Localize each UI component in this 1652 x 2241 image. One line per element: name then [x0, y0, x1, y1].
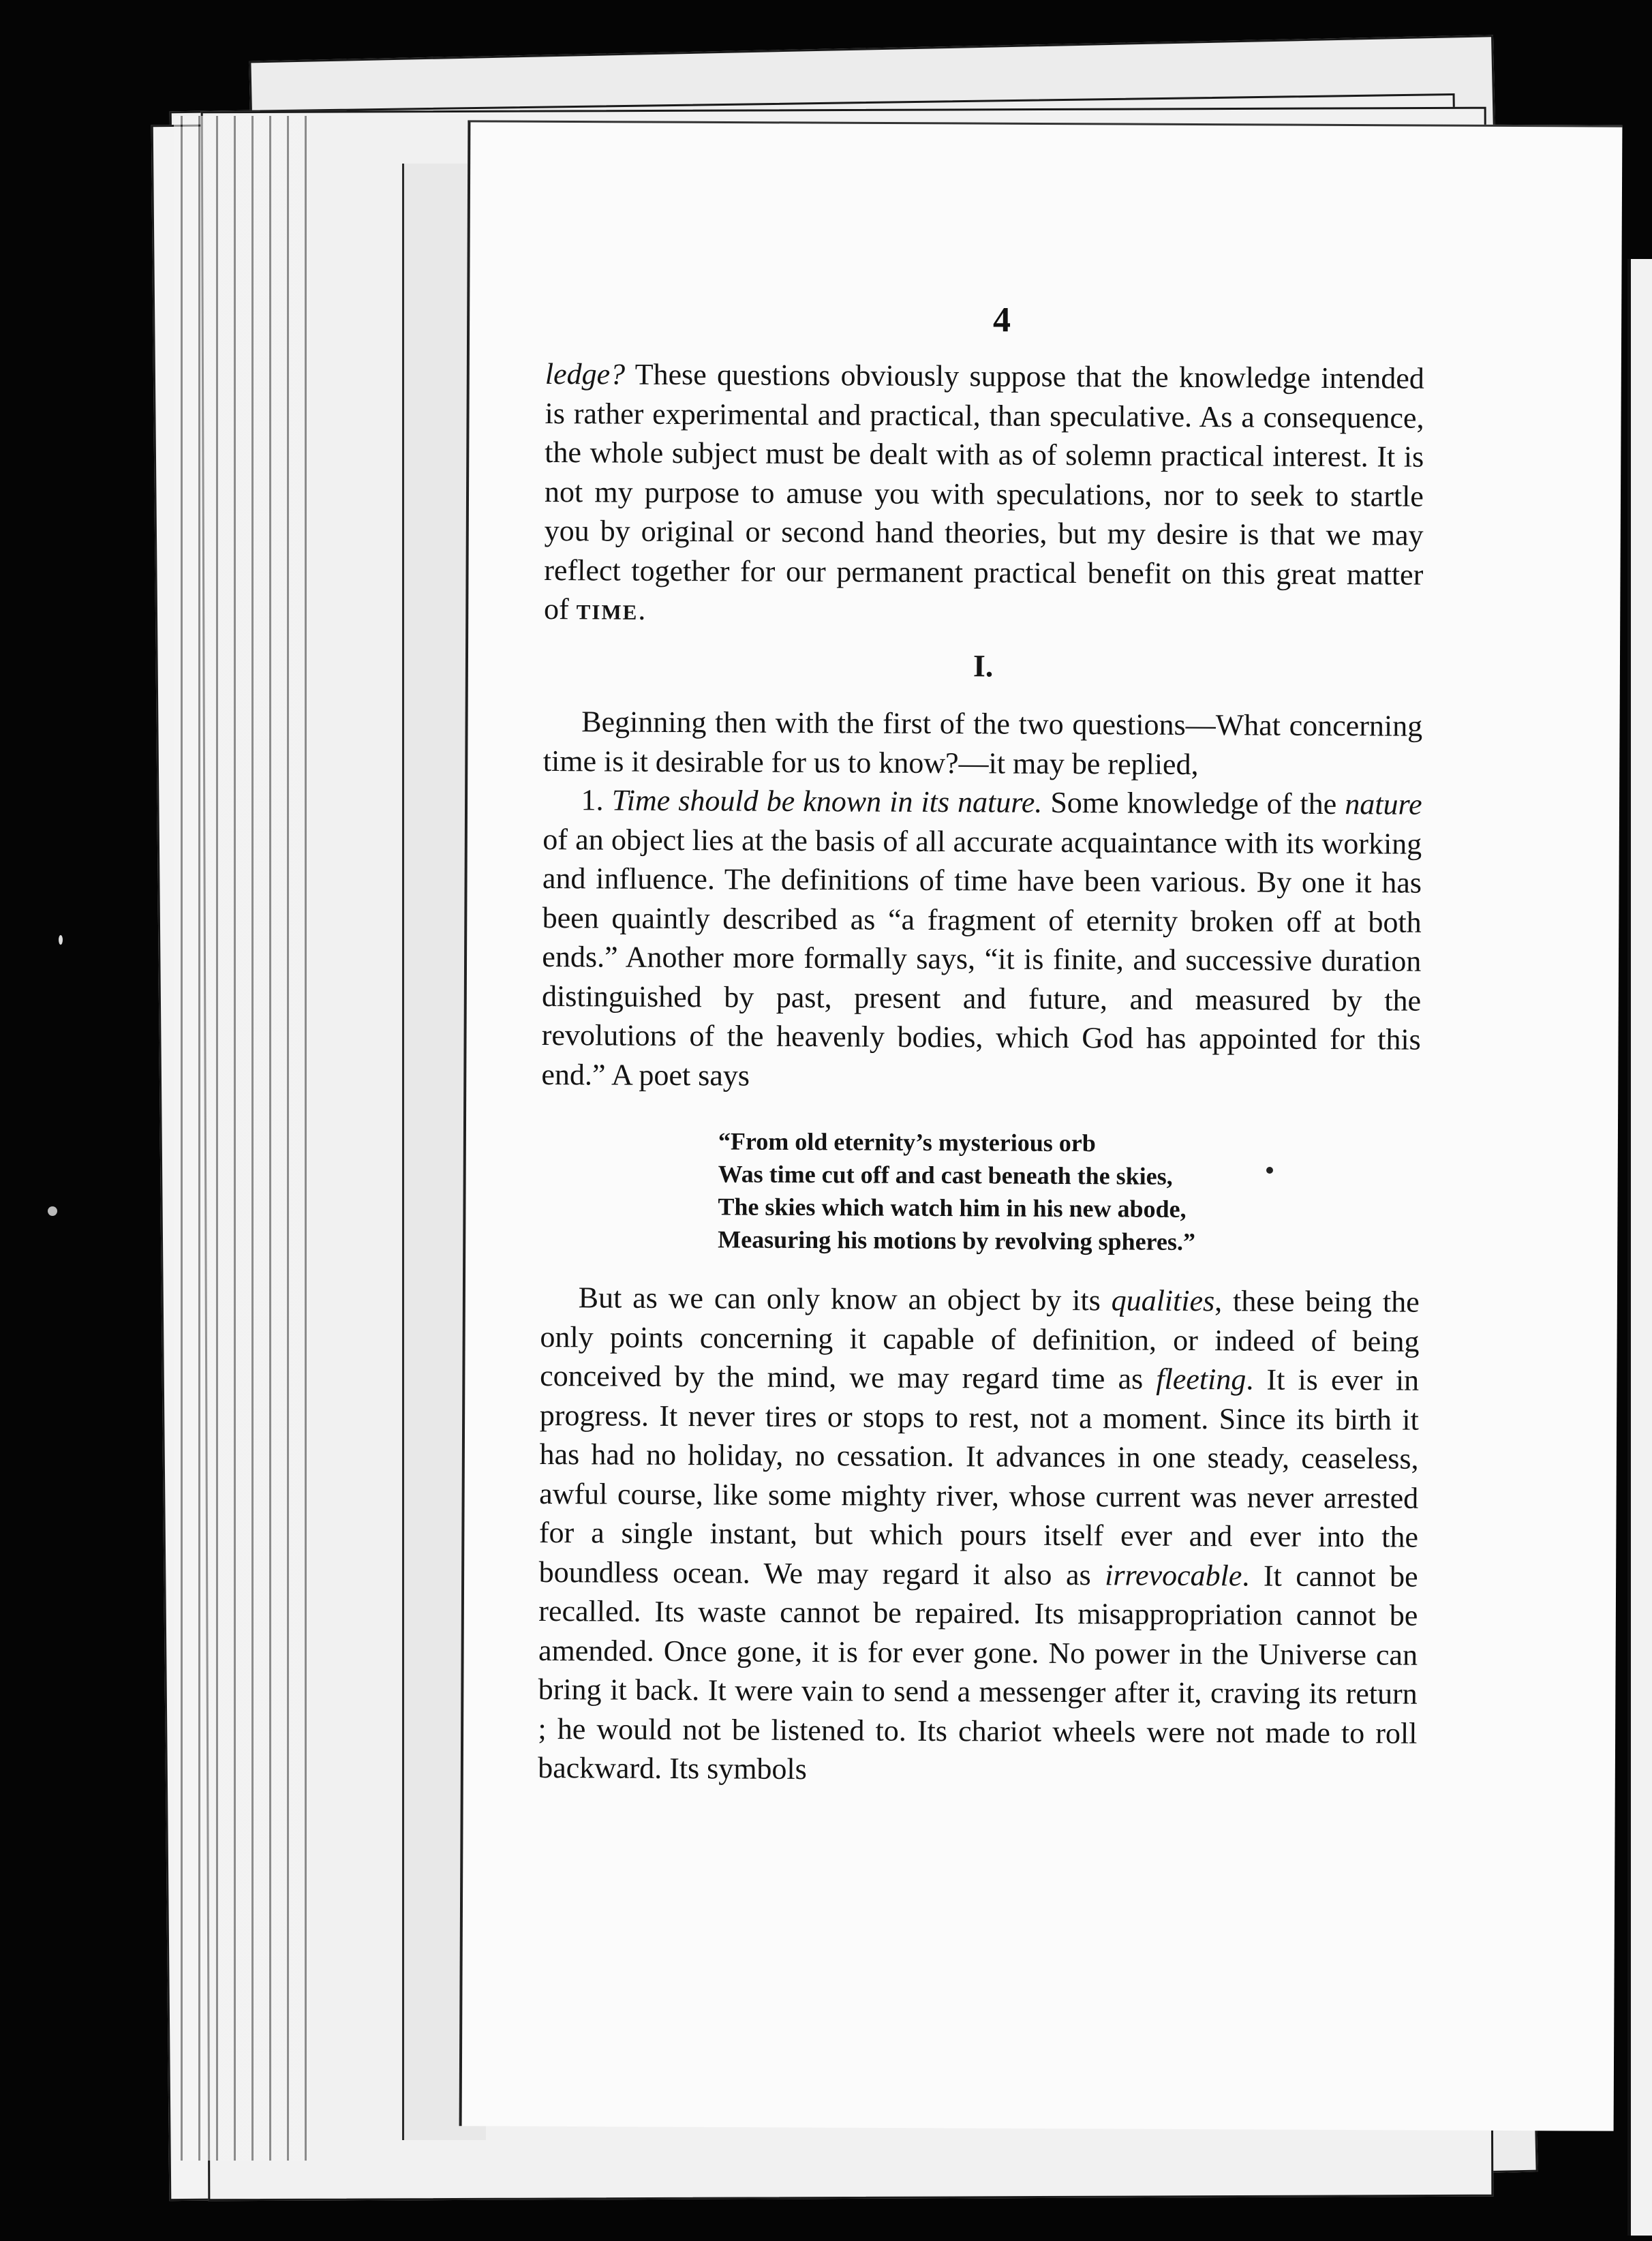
paragraph-qualities [538, 1278, 1420, 1792]
small-caps-word: time [576, 592, 639, 626]
facing-page-edge [1627, 259, 1652, 2236]
poem-quote [718, 1125, 1420, 1259]
italic-word: nature [1345, 787, 1422, 821]
paragraph-intro: Beginning then with the first of the two questions—What concerning time is it desirable for us to know?—it may be replied, [542, 705, 1423, 781]
paragraph-text: These questions obviously suppose that the knowledge intended is rather experimental and practical, than speculative. As a consequence, the whole subject must be dealt with as of solemn practical interest. It is not my purpose to amuse you with speculations, nor to seek to startle you by original or second hand theories, but my desire is that we may reflect together for our permanent practical benefit on this great matter of [543, 357, 1424, 626]
poem-line: Was time cut off and cast beneath the skies, [718, 1160, 1173, 1190]
poem-line: Measuring his motions by revolving spheres.” [718, 1225, 1196, 1256]
paragraph-text: . It cannot be recalled. Its waste cannot be repaired. Its misappropriation cannot be amended. Once gone, it is for ever gone. No power in the Universe can bring it back. It were vain to send a messenger after it, craving its return ; he would not be listened to. Its chariot wheels were not made to roll backward. Its symbols [538, 1558, 1418, 1786]
scan-speck [59, 935, 63, 945]
page-number: 4 [993, 301, 1011, 339]
body-text [538, 354, 1424, 1792]
poem-line: The skies which watch him in his new abode, [718, 1193, 1187, 1223]
ink-speck [1266, 1167, 1273, 1174]
italic-word: qualities [1111, 1283, 1215, 1318]
paragraph-continuation [544, 354, 1424, 633]
stacked-page-edges [174, 116, 310, 2161]
paragraph-text: . It is ever in progress. It never tires or stops to rest, not a moment. Since its birth it has had no holiday, no cessation. It advances in one steady, ceaseless, awful course, like some mighty river, whose current was never arrested for a single instant, but which pours itself ever and ever into the boundless ocean. We may regard it also as [538, 1362, 1420, 1591]
paragraph-text: Some knowledge of the [1042, 785, 1345, 821]
paragraph-text: But as we can only know an object by its [578, 1281, 1112, 1317]
scan-speck [48, 1206, 57, 1216]
section-heading: I. [973, 647, 994, 683]
paragraph-text: , these being the only points concerning it capable of definition, or indeed of being conceived by the mind, we may regard time as [540, 1284, 1420, 1396]
paragraph-nature [541, 780, 1422, 1099]
paragraph-text: of an object lies at the basis of all accurate acquaintance with its working and influence. The definitions of time have been various. By one it has been quaintly described as “a fragment of eternity broken off at both ends.” Another more formally says, “it is finite, and successive duration distinguished by past, present and future, and measured by the revolutions of the heavenly bodies, which God has appointed for this end.” A poet says [541, 822, 1422, 1093]
italic-word: irrevocable [1105, 1557, 1242, 1592]
item-number: 1. [581, 783, 604, 817]
italic-fragment: ledge? [545, 356, 626, 391]
poem-line: “From old eternity’s mysterious orb [718, 1127, 1096, 1157]
italic-word: fleeting [1156, 1362, 1246, 1397]
italic-lead: Time should be known in its nature. [611, 783, 1043, 819]
punctuation: . [638, 592, 646, 626]
